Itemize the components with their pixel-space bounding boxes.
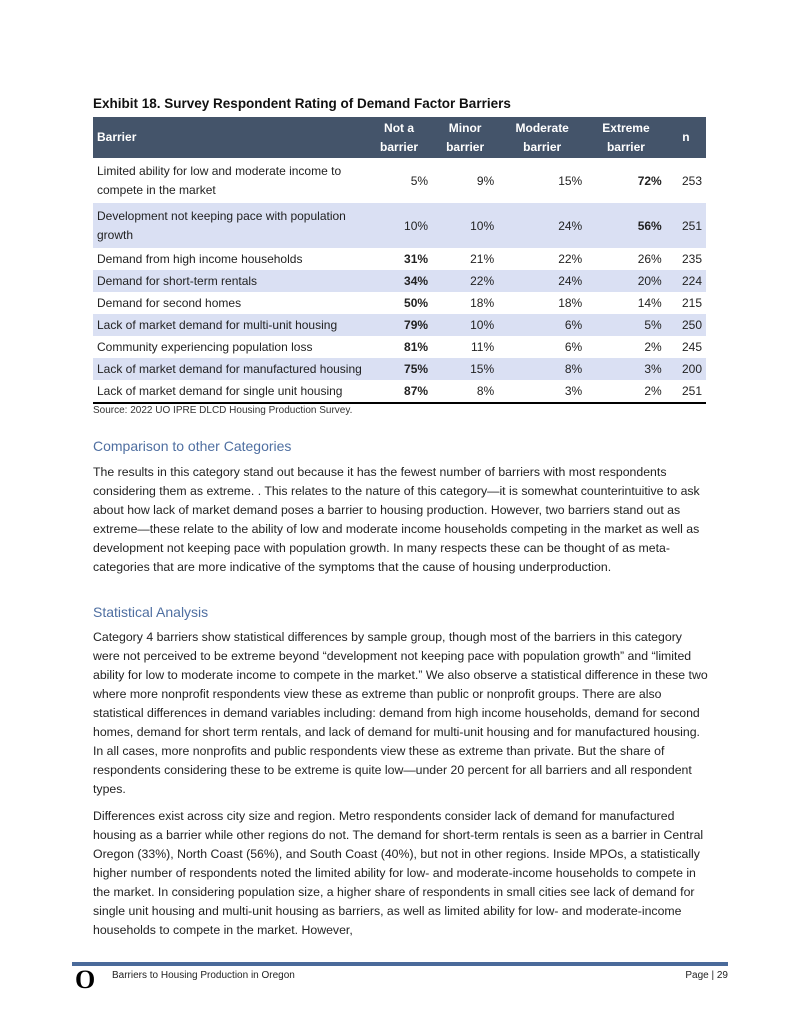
cell-not: 87% <box>366 380 432 403</box>
barrier-table <box>93 117 706 404</box>
cell-moderate: 6% <box>498 314 586 336</box>
table-row <box>93 314 706 336</box>
cell-minor: 21% <box>470 252 495 266</box>
cell-moderate: 22% <box>558 252 583 266</box>
cell-extreme: 20% <box>586 270 666 292</box>
cell-minor: 11% <box>471 340 495 354</box>
cell-extreme: 26% <box>637 252 662 266</box>
exhibit-title: Exhibit 18. Survey Respondent Rating of Demand Factor Barriers <box>93 96 511 111</box>
cell-minor: 9% <box>476 173 495 188</box>
cell-barrier: Community experiencing population loss <box>97 339 313 354</box>
table-row <box>93 358 706 380</box>
footer-rule <box>72 962 728 966</box>
header-not-a-barrier: Not a barrier <box>366 117 432 158</box>
header-n: n <box>666 117 706 158</box>
cell-moderate: 3% <box>498 380 586 403</box>
cell-not: 50% <box>404 296 429 310</box>
cell-extreme: 56% <box>586 203 666 248</box>
cell-barrier: Demand for second homes <box>97 295 242 310</box>
cell-n: 251 <box>666 203 706 248</box>
header-moderate-barrier: Moderate barrier <box>498 117 586 158</box>
cell-n: 253 <box>681 173 702 188</box>
table-header-row <box>93 117 706 158</box>
cell-not: 10% <box>366 203 432 248</box>
table-row <box>93 336 706 358</box>
cell-moderate: 15% <box>558 173 583 188</box>
table-row <box>93 270 706 292</box>
cell-n: 251 <box>666 380 706 403</box>
university-logo: O <box>75 965 96 994</box>
cell-n: 224 <box>666 270 706 292</box>
header-barrier: Barrier <box>93 117 366 158</box>
source-note: Source: 2022 UO IPRE DLCD Housing Production Survey. <box>93 405 353 416</box>
cell-barrier: Development not keeping pace with population growth <box>93 203 366 248</box>
paragraph: The results in this category stand out because it has the fewest number of barriers with most respondents considering them as extreme. . This relates to the nature of this category—it is somewhat counterintuitive to ask about how lack of market demand poses a barrier to housing production. However, two barriers stand out as extreme—these relate to the ability of low and moderate income households competing in the market as well as development not keeping pace with population growth. In many respects these can be thought of as meta-categories that are more indicative of the symptoms that the cause of housing underproduction. <box>93 465 700 574</box>
cell-n: 250 <box>666 314 706 336</box>
header-extreme-barrier: Extreme barrier <box>586 117 666 158</box>
cell-extreme: 72% <box>637 173 662 188</box>
table-row <box>93 380 706 403</box>
cell-extreme: 2% <box>644 340 662 354</box>
cell-barrier: Lack of market demand for multi-unit housing <box>93 314 366 336</box>
cell-barrier: Lack of market demand for manufactured housing <box>93 358 366 380</box>
cell-moderate: 8% <box>498 358 586 380</box>
cell-extreme: 5% <box>586 314 666 336</box>
cell-n: 200 <box>666 358 706 380</box>
footer-title: Barriers to Housing Production in Oregon <box>112 970 295 981</box>
cell-n: 245 <box>681 340 702 354</box>
table-row <box>93 203 706 248</box>
cell-n: 235 <box>681 252 702 266</box>
cell-minor: 15% <box>432 358 498 380</box>
cell-moderate: 6% <box>564 340 583 354</box>
cell-not: 81% <box>404 340 429 354</box>
cell-moderate: 18% <box>558 296 583 310</box>
table-row <box>93 248 706 270</box>
paragraph: Category 4 barriers show statistical differences by sample group, though most of the barriers in this category were not perceived to be extreme beyond “development not keeping pace with population growth” and “limited ability for low to moderate income to compete in the market.” We also observe a statistical difference in these two where more nonprofit respondents view these as extreme than public or nonprofit groups. There are also statistical differences in demand variables including: demand from high income households, demand for second homes, demand for short term rentals, and lack of demand for multi-unit housing and for manufactured housing. In all cases, more nonprofits and public respondents view these as extreme than private. But the share of respondents considering these to be extreme is quite low—under 20 percent for all barriers and all respondent types. <box>93 630 708 796</box>
cell-extreme: 14% <box>637 296 662 310</box>
cell-minor: 22% <box>432 270 498 292</box>
page-number: Page | 29 <box>685 970 728 981</box>
cell-moderate: 24% <box>498 270 586 292</box>
cell-n: 215 <box>681 296 702 310</box>
cell-barrier: Demand from high income households <box>97 251 303 266</box>
cell-not: 34% <box>366 270 432 292</box>
cell-barrier: Demand for short-term rentals <box>93 270 366 292</box>
cell-minor: 8% <box>432 380 498 403</box>
cell-not: 31% <box>404 252 429 266</box>
header-minor-barrier: Minor barrier <box>432 117 498 158</box>
section-heading: Statistical Analysis <box>93 604 209 620</box>
table-row <box>93 158 706 203</box>
section-heading: Comparison to other Categories <box>93 438 292 454</box>
cell-not: 75% <box>366 358 432 380</box>
cell-minor: 10% <box>432 314 498 336</box>
cell-extreme: 2% <box>586 380 666 403</box>
cell-extreme: 3% <box>586 358 666 380</box>
cell-not: 5% <box>410 173 429 188</box>
paragraph: Differences exist across city size and region. Metro respondents consider lack of demand for manufactured housing as a barrier while other regions do not. The demand for short-term rentals is seen as a barrier in Central Oregon (33%), North Coast (56%), and South Coast (40%), but not in other regions. Inside MPOs, a statistically higher number of respondents noted the limited ability for low- and moderate-income households to compete in the market. In considering population size, a higher share of respondents in small cities see lack of demand for single unit housing and multi-unit housing as barriers, as well as limited ability for low- and moderate-income households to compete in the market. However, <box>93 809 704 937</box>
cell-not: 79% <box>366 314 432 336</box>
cell-barrier: Limited ability for low and moderate income to compete in the market <box>97 163 342 197</box>
table-row <box>93 292 706 314</box>
cell-moderate: 24% <box>498 203 586 248</box>
cell-minor: 18% <box>470 296 495 310</box>
cell-barrier: Lack of market demand for single unit housing <box>93 380 366 403</box>
cell-minor: 10% <box>432 203 498 248</box>
